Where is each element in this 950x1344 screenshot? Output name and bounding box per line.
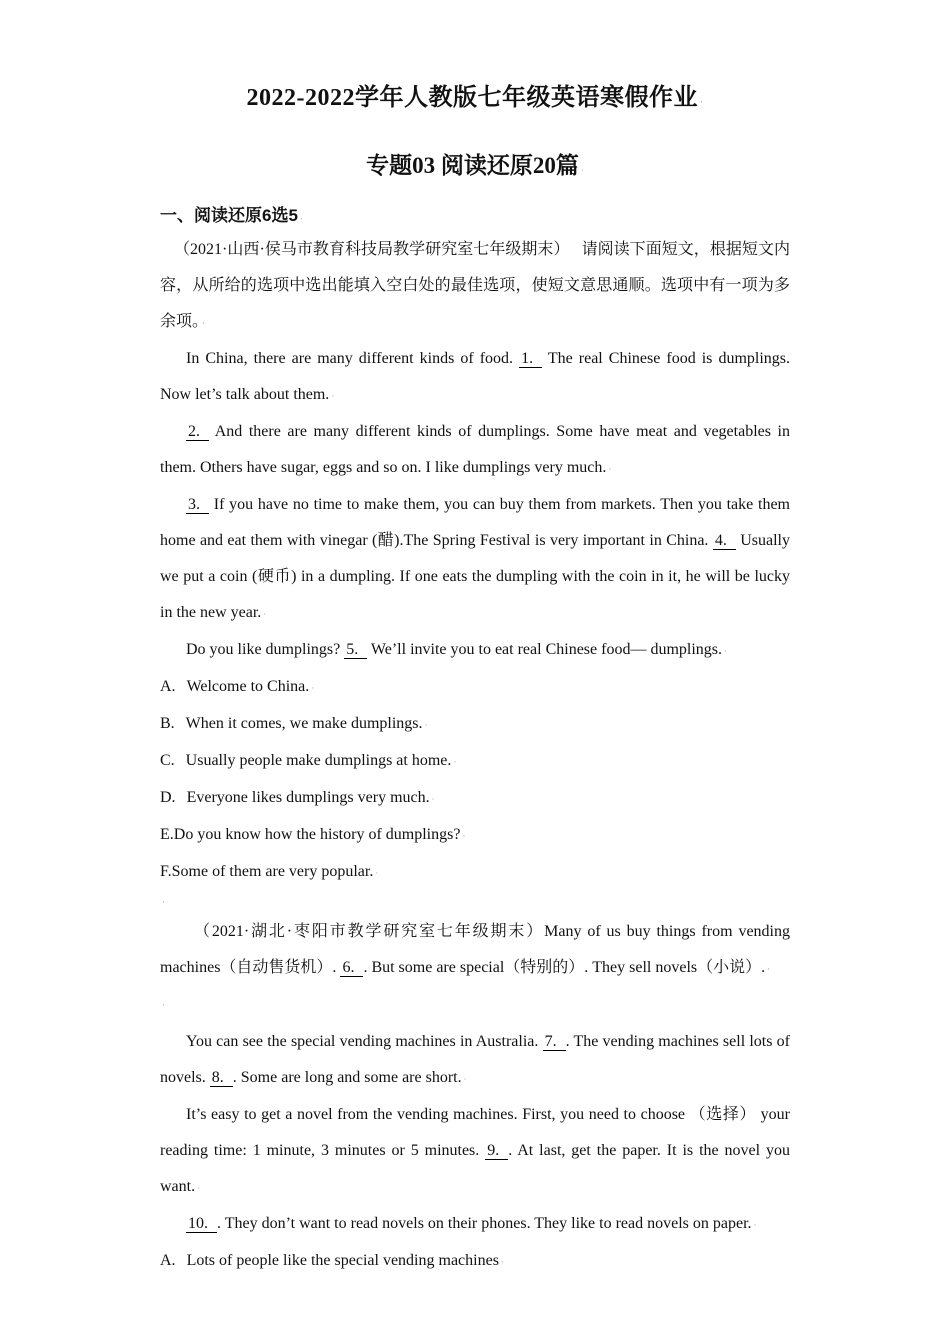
text-segment: It’s easy to get a novel from the vending machines. First, you need to choose （选择） your reading time: 1 minute, 3 minutes or 5 minutes. [160,1106,790,1159]
option-text: When it comes, we make dumplings. [185,715,423,732]
option-text: Everyone likes dumplings very much. [186,789,430,806]
text-segment: . They don’t want to read novels on their phones. They like to read novels on paper. [217,1215,752,1232]
paragraph [160,414,790,487]
answer-blank: 7. [543,1033,566,1051]
option-label: A. [160,678,176,695]
text-segment: （2021·湖北·枣阳市教学研究室七年级期末）Many of us buy things from vending machines（自动售货机）. [160,923,790,976]
option-text: Lots of people like the special vending machines [186,1252,499,1269]
option-text: Do you know how the history of dumplings? [173,826,461,843]
paragraph [160,914,790,987]
paragraph [160,1024,790,1097]
option-label: F. [160,863,172,880]
option-item [160,669,790,706]
option-item [160,743,790,780]
text-segment: We’ll invite you to eat real Chinese food— dumplings. [367,641,723,658]
exercise-1-options [160,669,790,891]
text-segment: In China, there are many different kinds of food. [186,350,520,367]
paragraph [160,632,790,669]
answer-blank: 6. [340,959,363,977]
answer-blank: 9. [485,1142,508,1160]
text-segment: The real Chinese food is dumplings. Now let’s talk about them. [160,350,791,403]
option-item [160,1243,790,1280]
paragraph [160,1097,790,1206]
option-item [160,817,790,854]
section-heading: 一、阅读还原6选5 · [160,206,790,228]
answer-blank: 8. [210,1069,233,1087]
exercise-2-passage [160,891,790,1243]
option-text: Welcome to China. [186,678,310,695]
paragraph [160,1206,790,1243]
paragraph [160,341,790,414]
answer-blank: 2. [186,423,209,441]
answer-blank: 10. [186,1215,217,1233]
page-subtitle: 专题03 阅读还原20篇 · [160,152,790,184]
text-segment: Do you like dumplings? [186,641,345,658]
text-segment: You can see the special vending machines in Australia. [186,1033,543,1050]
text-segment: . Some are long and some are short. [232,1069,462,1086]
option-label: B. [160,715,175,732]
exercise-2-options [160,1243,790,1280]
answer-blank: 3. [186,496,209,514]
text-segment: If you have no time to make them, you can buy them from markets. Then you take them home and eat them with vinegar (醋).The Spring Festival is very important in China. [160,496,790,549]
text-segment: Usually we put a coin (硬币) in a dumpling. If one eats the dumpling with the coin in it, he will be lucky in the new year. [160,532,790,621]
answer-blank: 5. [344,641,367,659]
option-item [160,706,790,743]
empty-line [160,987,790,1024]
exercise-1-passage [160,232,790,669]
option-text: Usually people make dumplings at home. [185,752,452,769]
paragraph [160,487,790,632]
text-segment: And there are many different kinds of dumplings. Some have meat and vegetables in them. Others have sugar, eggs and so on. I like dumplings very much. [160,423,790,476]
option-text: Some of them are very popular. [171,863,374,880]
paragraph [160,232,790,341]
option-label: A. [160,1252,176,1269]
option-item [160,780,790,817]
answer-blank: 1. [519,350,542,368]
text-segment: . But some are special（特别的）. They sell novels（小说）. [363,959,766,976]
text-segment: . The vending machines sell lots of novels. [160,1033,790,1086]
page-title: 2022-2022学年人教版七年级英语寒假作业 · [160,84,790,116]
option-label: D. [160,789,176,806]
empty-line [160,891,790,914]
option-label: C. [160,752,175,769]
text-segment: （2021·山西·侯马市教育科技局教学研究室七年级期末） 请阅读下面短文，根据短文内容，从所给的选项中选出能填入空白处的最佳选项，使短文意思通顺。选项中有一项为多余项。 [160,241,790,330]
text-segment: . At last, get the paper. It is the novel you want. [160,1142,791,1195]
option-label: E. [160,826,174,843]
answer-blank: 4. [713,532,736,550]
option-item [160,854,790,891]
